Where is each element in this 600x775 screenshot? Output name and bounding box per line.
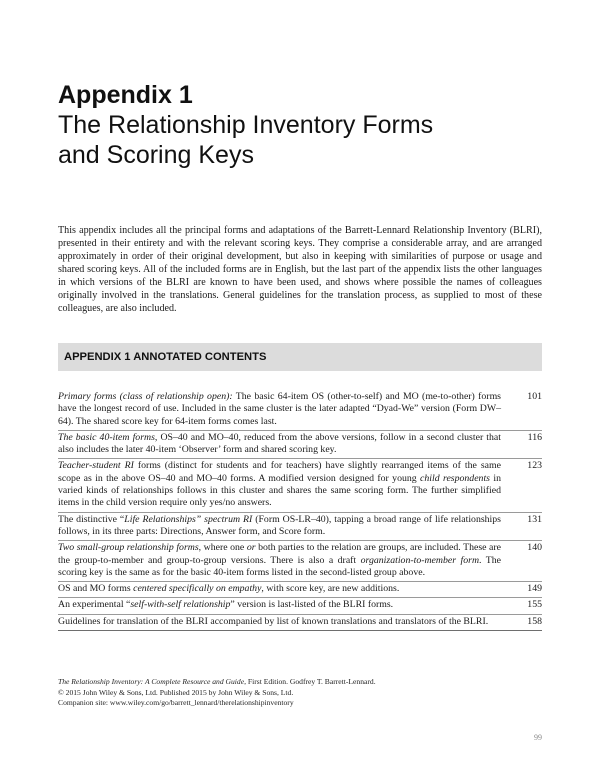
contents-entry-page: 123 <box>527 460 542 472</box>
entry-italic-text: Primary forms (class of relationship open): <box>58 391 233 402</box>
contents-row <box>58 390 542 430</box>
contents-entry-page: 149 <box>527 583 542 595</box>
entry-italic-text: Two small-group relationship forms <box>58 542 199 554</box>
contents-entry-description <box>58 616 501 628</box>
appendix-title-line-2: and Scoring Keys <box>58 141 254 169</box>
book-title: The Relationship Inventory: A Complete Resource and Guide <box>58 677 245 686</box>
entry-text: , where one <box>198 542 247 554</box>
appendix-label: Appendix 1 <box>58 81 193 109</box>
contents-row <box>58 540 542 581</box>
entry-italic-text: or <box>246 542 256 554</box>
section-heading: APPENDIX 1 ANNOTATED CONTENTS <box>58 343 542 371</box>
contents-entry-page: 116 <box>527 431 542 443</box>
entry-text: , with score key, are new additions. <box>261 583 400 595</box>
entry-text: Guidelines for translation of the BLRI accompanied by list of known translations and translators of the BLRI. <box>58 615 489 627</box>
entry-italic-text: self-with-self relationship <box>130 599 231 611</box>
contents-entry-description <box>58 514 501 539</box>
entry-text: (Form OS-LR–40), tapping a broad range of life relationships follows, in its three parts: Directions, Answer form, and Score form. <box>58 513 501 537</box>
entry-text: forms (distinct for students and for teachers) have slightly rearranged items of the same scope as in the above OS–40 and MO–40 forms. A modified version designed for young <box>58 460 501 484</box>
entry-italic-text: organization-to-member form <box>360 554 480 566</box>
contents-entry-page: 101 <box>527 391 542 402</box>
contents-entry-description <box>58 599 501 611</box>
entry-italic-text: centered specifically on empathy <box>133 583 262 595</box>
entry-italic-text: child respondents <box>420 472 490 484</box>
intro-paragraph: This appendix includes all the principal forms and adaptations of the Barrett-Lennard Relationship Inventory (BLRI), presented in their entirety and with the relevant scoring keys. They comprise a considerable array, and are arranged approximately in order of their original development, but also in keeping with similarities of purpose or usage and shared scoring keys. All of the included forms are in English, but the last part of the appendix lists the other languages in which versions of the BLRI are known to have been used, and shows where possible the names of colleagues originally involved in the translations. General guidelines for the translation process, as supplied to most of these colleagues, are also included. <box>58 225 542 314</box>
contents-entry-page: 158 <box>527 615 542 627</box>
entry-text: both parties to the relation are groups, are included. These are the group-to-member and group-to-group versions. There is also a draft <box>58 542 501 566</box>
entry-text: OS and MO forms <box>58 583 134 595</box>
appendix-title-line-1: The Relationship Inventory Forms <box>58 111 434 139</box>
contents-entry-page: 140 <box>527 542 542 554</box>
companion-site-line: Companion site: www.wiley.com/go/barrett_lennard/therelationshipinventory <box>58 698 294 708</box>
contents-row <box>58 581 542 597</box>
entry-text: ” version is last-listed of the BLRI forms. <box>230 599 394 611</box>
contents-entry-description <box>58 542 501 579</box>
entry-italic-text: Teacher-student RI <box>58 460 134 472</box>
page-number: 99 <box>534 733 542 742</box>
entry-text: , OS–40 and MO–40, reduced from the above versions, follow in a second cluster that also includes the later 40-item ‘Observer’ form and shared scoring key. <box>58 431 501 456</box>
book-details: , First Edition. Godfrey T. Barrett-Lennard. <box>244 677 376 686</box>
contents-entry-description <box>58 583 501 595</box>
page-heading <box>58 80 558 170</box>
contents-row <box>58 614 542 630</box>
entry-text: . The scoring key is the same as for the basic 40-item forms listed in the second-listed group above. <box>58 554 501 578</box>
entry-italic-text: Life Relationships” spectrum RI <box>124 513 253 525</box>
contents-entry-description <box>58 432 501 457</box>
entry-text: The basic 64-item OS (other-to-self) and MO (me-to-other) forms have the longest record of use. Included in the same cluster is the later adapted “Dyad-We” version (Form DW–64). The shared score key for 64-item forms comes last. <box>58 391 501 427</box>
contents-entry-page: 131 <box>527 513 542 525</box>
contents-entry-description <box>58 391 501 428</box>
copyright-line: © 2015 John Wiley & Sons, Ltd. Published 2015 by John Wiley & Sons, Ltd. <box>58 687 294 697</box>
entry-text: in varied kinds of relationships follows in this cluster and shares the same scoring form. The further simplified items in the child version require only yes/no answers. <box>58 472 501 509</box>
contents-entry-page: 155 <box>527 599 542 611</box>
contents-row <box>58 597 542 613</box>
contents-row <box>58 430 542 459</box>
entry-italic-text: The basic 40-item forms <box>58 431 155 443</box>
entry-text: An experimental “ <box>58 599 131 611</box>
contents-row <box>58 512 542 541</box>
contents-row <box>58 458 542 511</box>
contents-table <box>58 390 542 631</box>
entry-text: The distinctive “ <box>58 513 125 525</box>
footer <box>58 677 542 709</box>
citation-line <box>58 677 542 688</box>
contents-entry-description <box>58 460 501 509</box>
